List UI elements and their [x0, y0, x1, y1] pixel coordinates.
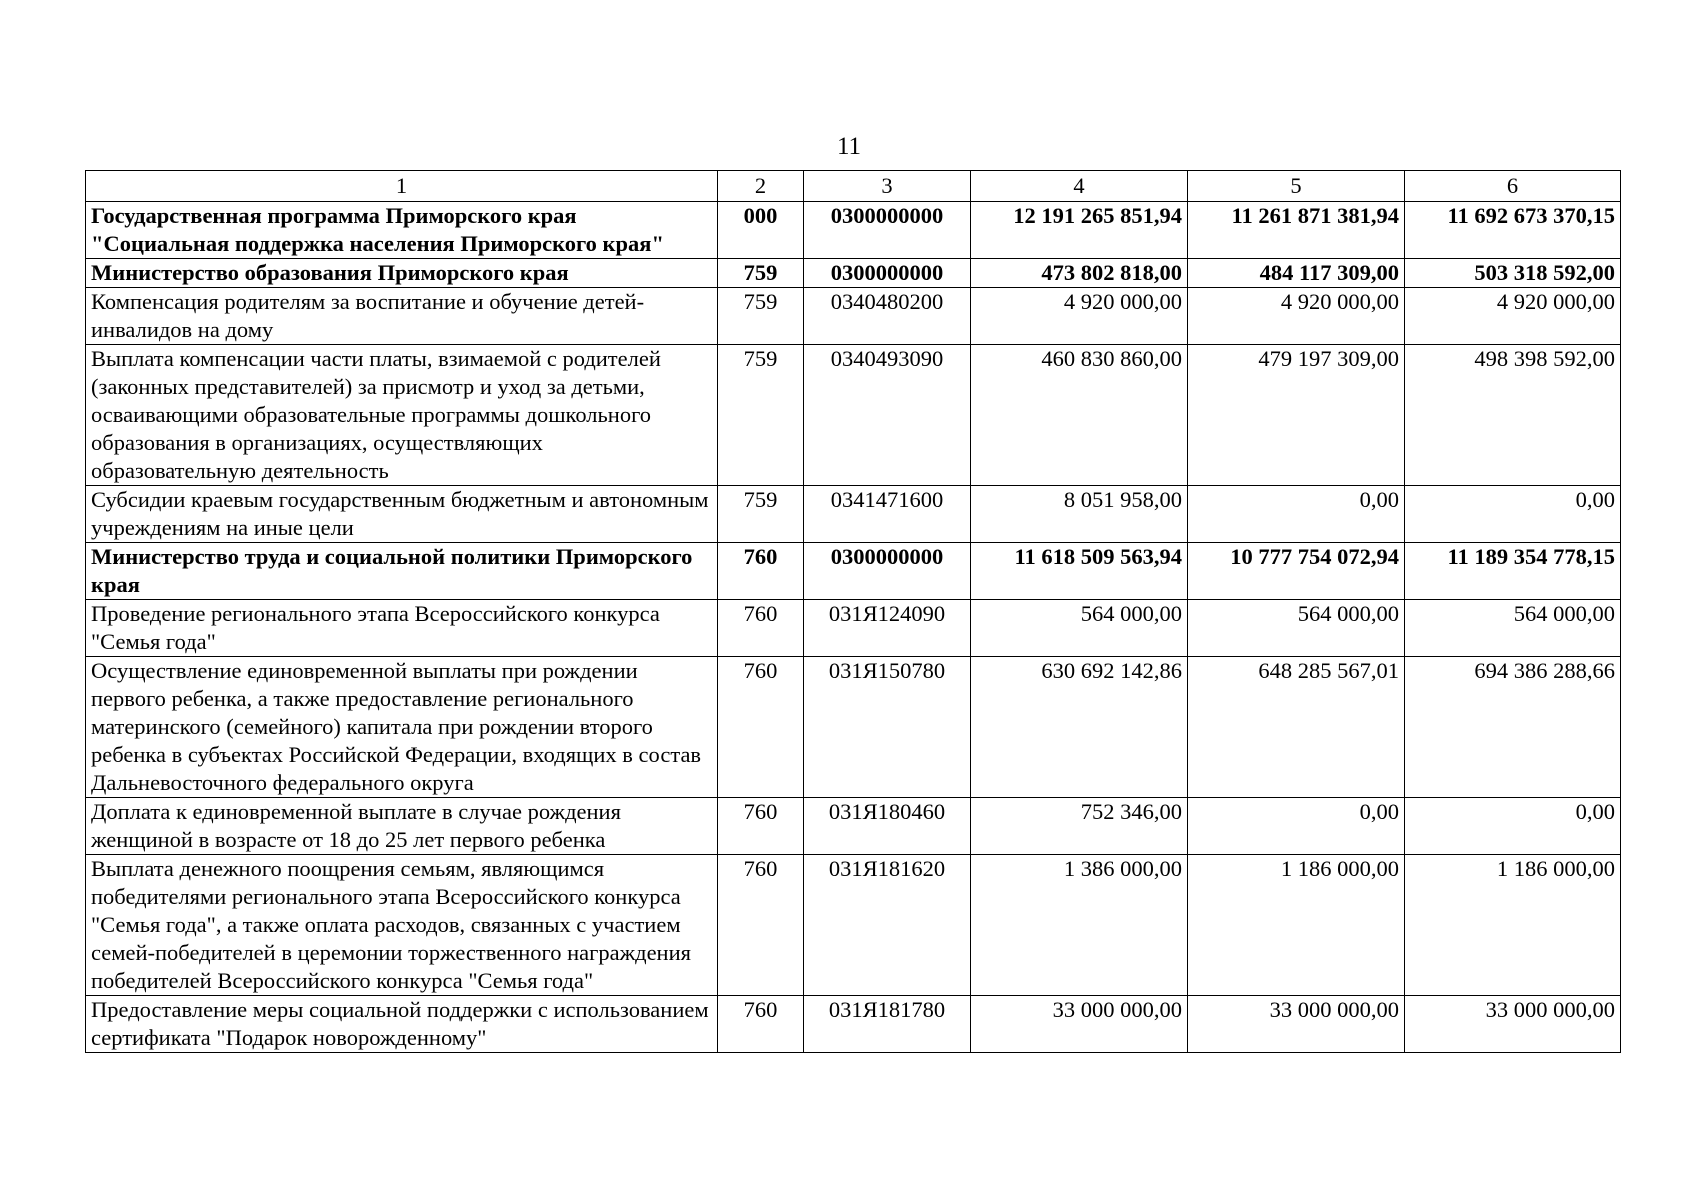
- row-grbs-code-cell: 760: [718, 855, 804, 996]
- row-csr-code-cell: 0340480200: [804, 288, 971, 345]
- row-grbs-code-cell: 000: [718, 202, 804, 259]
- row-name-cell: Проведение регионального этапа Всероссийского конкурса "Семья года": [86, 600, 718, 657]
- row-grbs-code-cell: 759: [718, 259, 804, 288]
- row-amount-col5-cell: 11 261 871 381,94: [1188, 202, 1405, 259]
- row-grbs-code-cell: 760: [718, 600, 804, 657]
- row-amount-col4-cell: 11 618 509 563,94: [971, 543, 1188, 600]
- table-row: [86, 345, 1621, 486]
- table-row: [86, 486, 1621, 543]
- row-csr-code-cell: 031Я150780: [804, 657, 971, 798]
- column-header-5: 5: [1188, 171, 1405, 202]
- row-grbs-code-cell: 760: [718, 543, 804, 600]
- row-csr-code-cell: 0341471600: [804, 486, 971, 543]
- row-amount-col4-cell: 4 920 000,00: [971, 288, 1188, 345]
- row-csr-code-cell: 031Я181620: [804, 855, 971, 996]
- row-amount-col6-cell: 0,00: [1405, 486, 1621, 543]
- row-amount-col4-cell: 460 830 860,00: [971, 345, 1188, 486]
- column-header-6: 6: [1405, 171, 1621, 202]
- row-amount-col4-cell: 1 386 000,00: [971, 855, 1188, 996]
- budget-table: [85, 170, 1621, 1053]
- row-amount-col4-cell: 473 802 818,00: [971, 259, 1188, 288]
- table-row: [86, 202, 1621, 259]
- row-grbs-code-cell: 760: [718, 996, 804, 1053]
- page-number: 11: [836, 133, 862, 160]
- row-name-cell: Министерство труда и социальной политики Приморского края: [86, 543, 718, 600]
- row-amount-col5-cell: 1 186 000,00: [1188, 855, 1405, 996]
- row-grbs-code-cell: 760: [718, 798, 804, 855]
- row-csr-code-cell: 0340493090: [804, 345, 971, 486]
- row-amount-col5-cell: 10 777 754 072,94: [1188, 543, 1405, 600]
- table-header: [86, 171, 1621, 202]
- row-amount-col5-cell: 0,00: [1188, 798, 1405, 855]
- row-csr-code-cell: 031Я181780: [804, 996, 971, 1053]
- row-name-cell: Министерство образования Приморского края: [86, 259, 718, 288]
- table-row: [86, 600, 1621, 657]
- row-grbs-code-cell: 759: [718, 486, 804, 543]
- row-grbs-code-cell: 759: [718, 288, 804, 345]
- row-amount-col6-cell: 498 398 592,00: [1405, 345, 1621, 486]
- table-body: [86, 202, 1621, 1053]
- row-amount-col5-cell: 4 920 000,00: [1188, 288, 1405, 345]
- row-csr-code-cell: 0300000000: [804, 202, 971, 259]
- row-amount-col5-cell: 564 000,00: [1188, 600, 1405, 657]
- row-amount-col6-cell: 11 692 673 370,15: [1405, 202, 1621, 259]
- table-row: [86, 543, 1621, 600]
- header-row: [86, 171, 1621, 202]
- table-row: [86, 996, 1621, 1053]
- row-amount-col4-cell: 8 051 958,00: [971, 486, 1188, 543]
- row-name-cell: Доплата к единовременной выплате в случае рождения женщиной в возрасте от 18 до 25 лет первого ребенка: [86, 798, 718, 855]
- column-header-1: 1: [86, 171, 718, 202]
- row-amount-col6-cell: 564 000,00: [1405, 600, 1621, 657]
- row-amount-col4-cell: 33 000 000,00: [971, 996, 1188, 1053]
- row-amount-col6-cell: 694 386 288,66: [1405, 657, 1621, 798]
- table-row: [86, 259, 1621, 288]
- row-amount-col6-cell: 503 318 592,00: [1405, 259, 1621, 288]
- column-header-4: 4: [971, 171, 1188, 202]
- row-csr-code-cell: 031Я180460: [804, 798, 971, 855]
- table-row: [86, 288, 1621, 345]
- row-grbs-code-cell: 759: [718, 345, 804, 486]
- row-amount-col4-cell: 12 191 265 851,94: [971, 202, 1188, 259]
- row-amount-col4-cell: 564 000,00: [971, 600, 1188, 657]
- row-amount-col5-cell: 484 117 309,00: [1188, 259, 1405, 288]
- row-amount-col6-cell: 0,00: [1405, 798, 1621, 855]
- row-amount-col4-cell: 630 692 142,86: [971, 657, 1188, 798]
- row-amount-col4-cell: 752 346,00: [971, 798, 1188, 855]
- row-csr-code-cell: 031Я124090: [804, 600, 971, 657]
- row-name-cell: Выплата компенсации части платы, взимаемой с родителей (законных представителей) за присмотр и уход за детьми, осваивающими образовательные программы дошкольного образования в организациях, осуществляющих образовательную деятельность: [86, 345, 718, 486]
- row-amount-col5-cell: 479 197 309,00: [1188, 345, 1405, 486]
- row-name-cell: Выплата денежного поощрения семьям, являющимся победителями регионального этапа Всероссийского конкурса "Семья года", а также оплата расходов, связанных с участием семей-победителей в церемонии торжественного награждения победителей Всероссийского конкурса "Семья года": [86, 855, 718, 996]
- row-amount-col5-cell: 648 285 567,01: [1188, 657, 1405, 798]
- table-row: [86, 855, 1621, 996]
- row-name-cell: Предоставление меры социальной поддержки с использованием сертификата "Подарок новорожденному": [86, 996, 718, 1053]
- row-amount-col6-cell: 11 189 354 778,15: [1405, 543, 1621, 600]
- row-csr-code-cell: 0300000000: [804, 543, 971, 600]
- row-name-cell: Субсидии краевым государственным бюджетным и автономным учреждениям на иные цели: [86, 486, 718, 543]
- row-amount-col6-cell: 4 920 000,00: [1405, 288, 1621, 345]
- row-amount-col6-cell: 1 186 000,00: [1405, 855, 1621, 996]
- row-name-cell: Компенсация родителям за воспитание и обучение детей-инвалидов на дому: [86, 288, 718, 345]
- row-amount-col6-cell: 33 000 000,00: [1405, 996, 1621, 1053]
- row-grbs-code-cell: 760: [718, 657, 804, 798]
- column-header-3: 3: [804, 171, 971, 202]
- row-amount-col5-cell: 33 000 000,00: [1188, 996, 1405, 1053]
- row-csr-code-cell: 0300000000: [804, 259, 971, 288]
- row-name-cell: Осуществление единовременной выплаты при рождении первого ребенка, а также предоставление регионального материнского (семейного) капитала при рождении второго ребенка в субъектах Российской Федерации, входящих в состав Дальневосточного федерального округа: [86, 657, 718, 798]
- table-row: [86, 657, 1621, 798]
- column-header-2: 2: [718, 171, 804, 202]
- row-amount-col5-cell: 0,00: [1188, 486, 1405, 543]
- row-name-cell: Государственная программа Приморского края "Социальная поддержка населения Приморского края": [86, 202, 718, 259]
- table-row: [86, 798, 1621, 855]
